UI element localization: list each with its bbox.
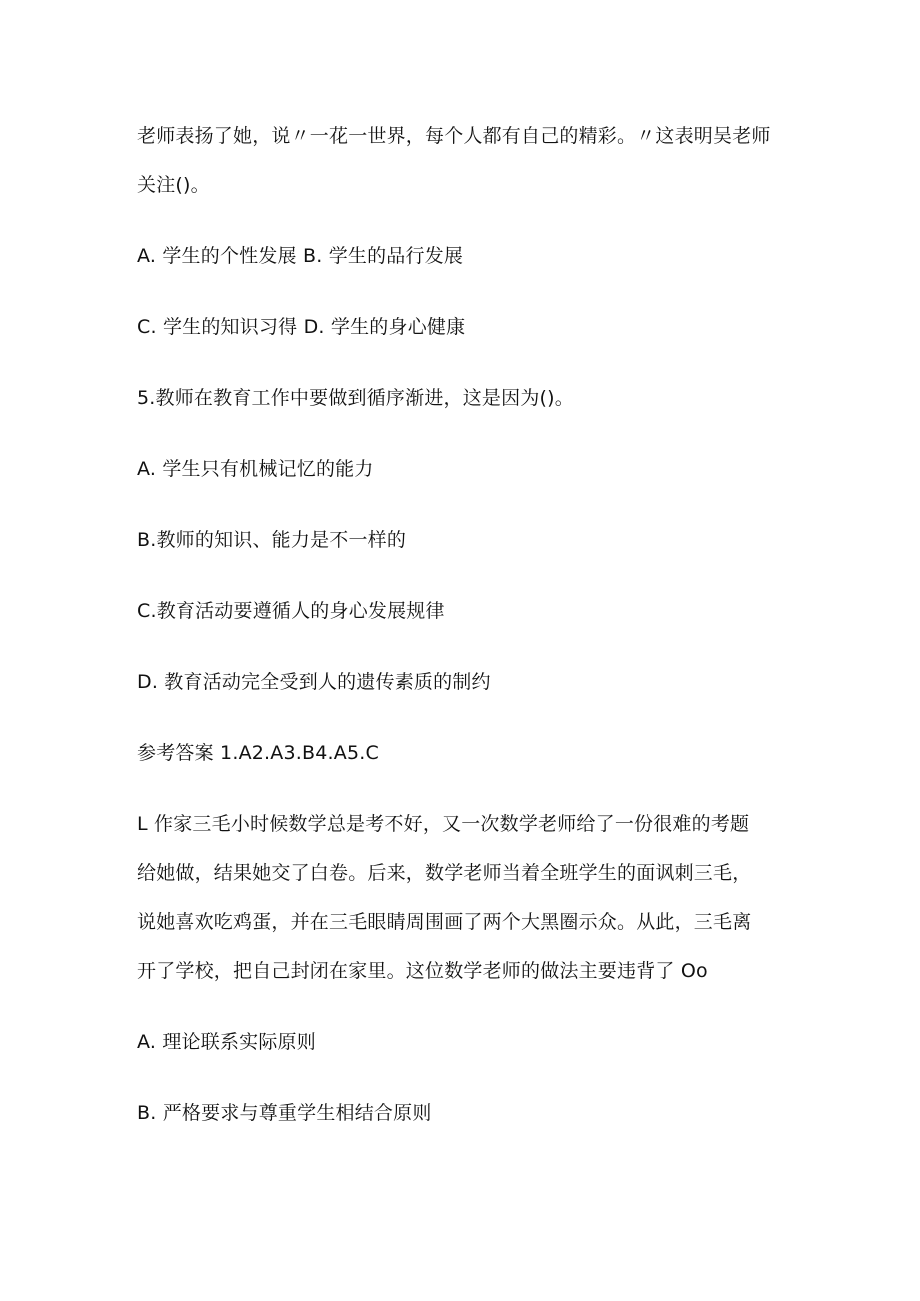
text-line: L 作家三毛小时候数学总是考不好，又一次数学老师给了一份很难的考题 [137, 813, 750, 835]
text-line: D. 教育活动完全受到人的遗传素质的制约 [137, 671, 491, 693]
question-1-option-a [137, 1018, 797, 1067]
question-5-option-d [137, 658, 797, 707]
text-line: B. 严格要求与尊重学生相结合原则 [137, 1102, 432, 1124]
text-line: 老师表扬了她，说〃一花一世界，每个人都有自己的精彩。〃这表明吴老师 [137, 125, 771, 147]
document-body [137, 112, 797, 1160]
text-line: 说她喜欢吃鸡蛋，并在三毛眼睛周围画了两个大黑圈示众。从此，三毛离 [137, 911, 752, 933]
text-line: 给她做，结果她交了白卷。后来，数学老师当着全班学生的面讽刺三毛， [137, 862, 752, 884]
answer-key [137, 729, 797, 778]
question-5-option-b [137, 516, 797, 565]
question-4-stem [137, 112, 797, 210]
question-1-option-b [137, 1089, 797, 1138]
question-4-options-cd [137, 303, 797, 352]
question-5-stem [137, 374, 797, 423]
text-line: A. 学生的个性发展 B. 学生的品行发展 [137, 245, 464, 267]
question-1-stem [137, 800, 797, 996]
text-line: 开了学校，把自己封闭在家里。这位数学老师的做法主要违背了 Oo [137, 960, 708, 982]
question-5-option-c [137, 587, 797, 636]
text-line: 参考答案 1.A2.A3.B4.A5.C [137, 742, 379, 764]
text-line: A. 学生只有机械记忆的能力 [137, 458, 374, 480]
text-line: C.教育活动要遵循人的身心发展规律 [137, 600, 445, 622]
text-line: 关注()。 [137, 174, 210, 196]
question-5-option-a [137, 445, 797, 494]
text-line: B.教师的知识、能力是不一样的 [137, 529, 407, 551]
question-4-options-ab [137, 232, 797, 281]
text-line: A. 理论联系实际原则 [137, 1031, 316, 1053]
text-line: C. 学生的知识习得 D. 学生的身心健康 [137, 316, 466, 338]
text-line: 5.教师在教育工作中要做到循序渐进，这是因为()。 [137, 387, 574, 409]
